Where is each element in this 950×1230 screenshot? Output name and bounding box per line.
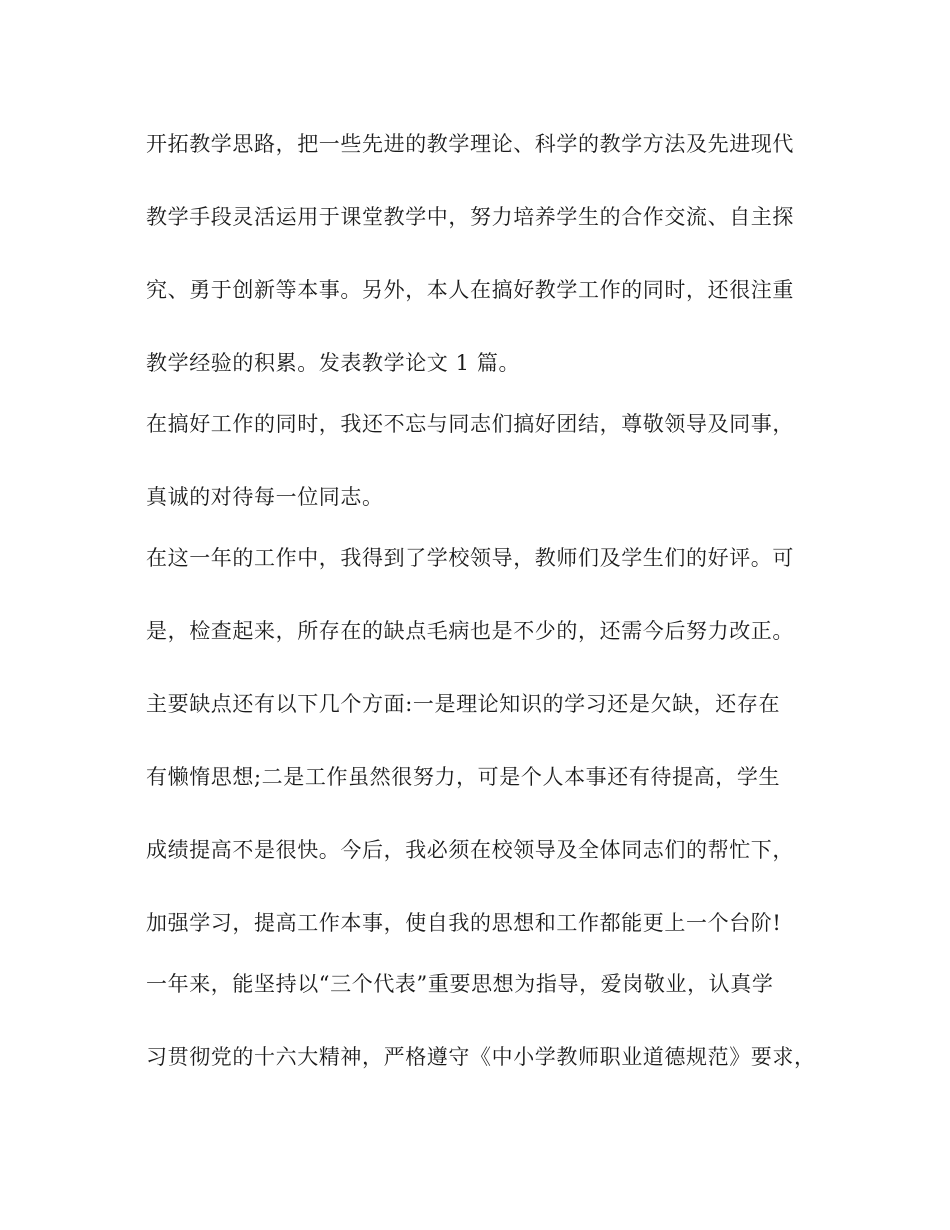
text-line-13: 一年来，能坚持以“三个代表”重要思想为指导，爱岗敬业，认真学 xyxy=(146,972,774,996)
text-line-14: 习贯彻党的十六大精神，严格遵守《中小学教师职业道德规范》要求， xyxy=(146,1045,816,1069)
text-line-1: 开拓教学思路，把一些先进的教学理论、科学的教学方法及先进现代 xyxy=(146,132,794,156)
text-line-12: 加强学习，提高工作本事，使自我的思想和工作都能更上一个台阶! xyxy=(146,911,782,935)
text-line-10: 有懒惰思想;二是工作虽然很努力，可是个人本事还有待提高，学生 xyxy=(146,765,781,789)
text-line-4: 教学经验的积累。发表教学论文 1 篇。 xyxy=(146,351,521,375)
text-line-2: 教学手段灵活运用于课堂教学中，努力培养学生的合作交流、自主探 xyxy=(146,205,794,229)
text-line-5: 在搞好工作的同时，我还不忘与同志们搞好团结，尊敬领导及同事， xyxy=(146,412,794,436)
text-line-11: 成绩提高不是很快。今后，我必须在校领导及全体同志们的帮忙下， xyxy=(146,838,794,862)
text-line-6: 真诚的对待每一位同志。 xyxy=(146,485,384,509)
text-line-3: 究、勇于创新等本事。另外，本人在搞好教学工作的同时，还很注重 xyxy=(146,278,794,302)
text-line-7: 在这一年的工作中，我得到了学校领导，教师们及学生们的好评。可 xyxy=(146,546,794,570)
text-line-9: 主要缺点还有以下几个方面:一是理论知识的学习还是欠缺，还存在 xyxy=(146,692,781,716)
text-line-8: 是，检查起来，所存在的缺点毛病也是不少的，还需今后努力改正。 xyxy=(146,619,794,643)
